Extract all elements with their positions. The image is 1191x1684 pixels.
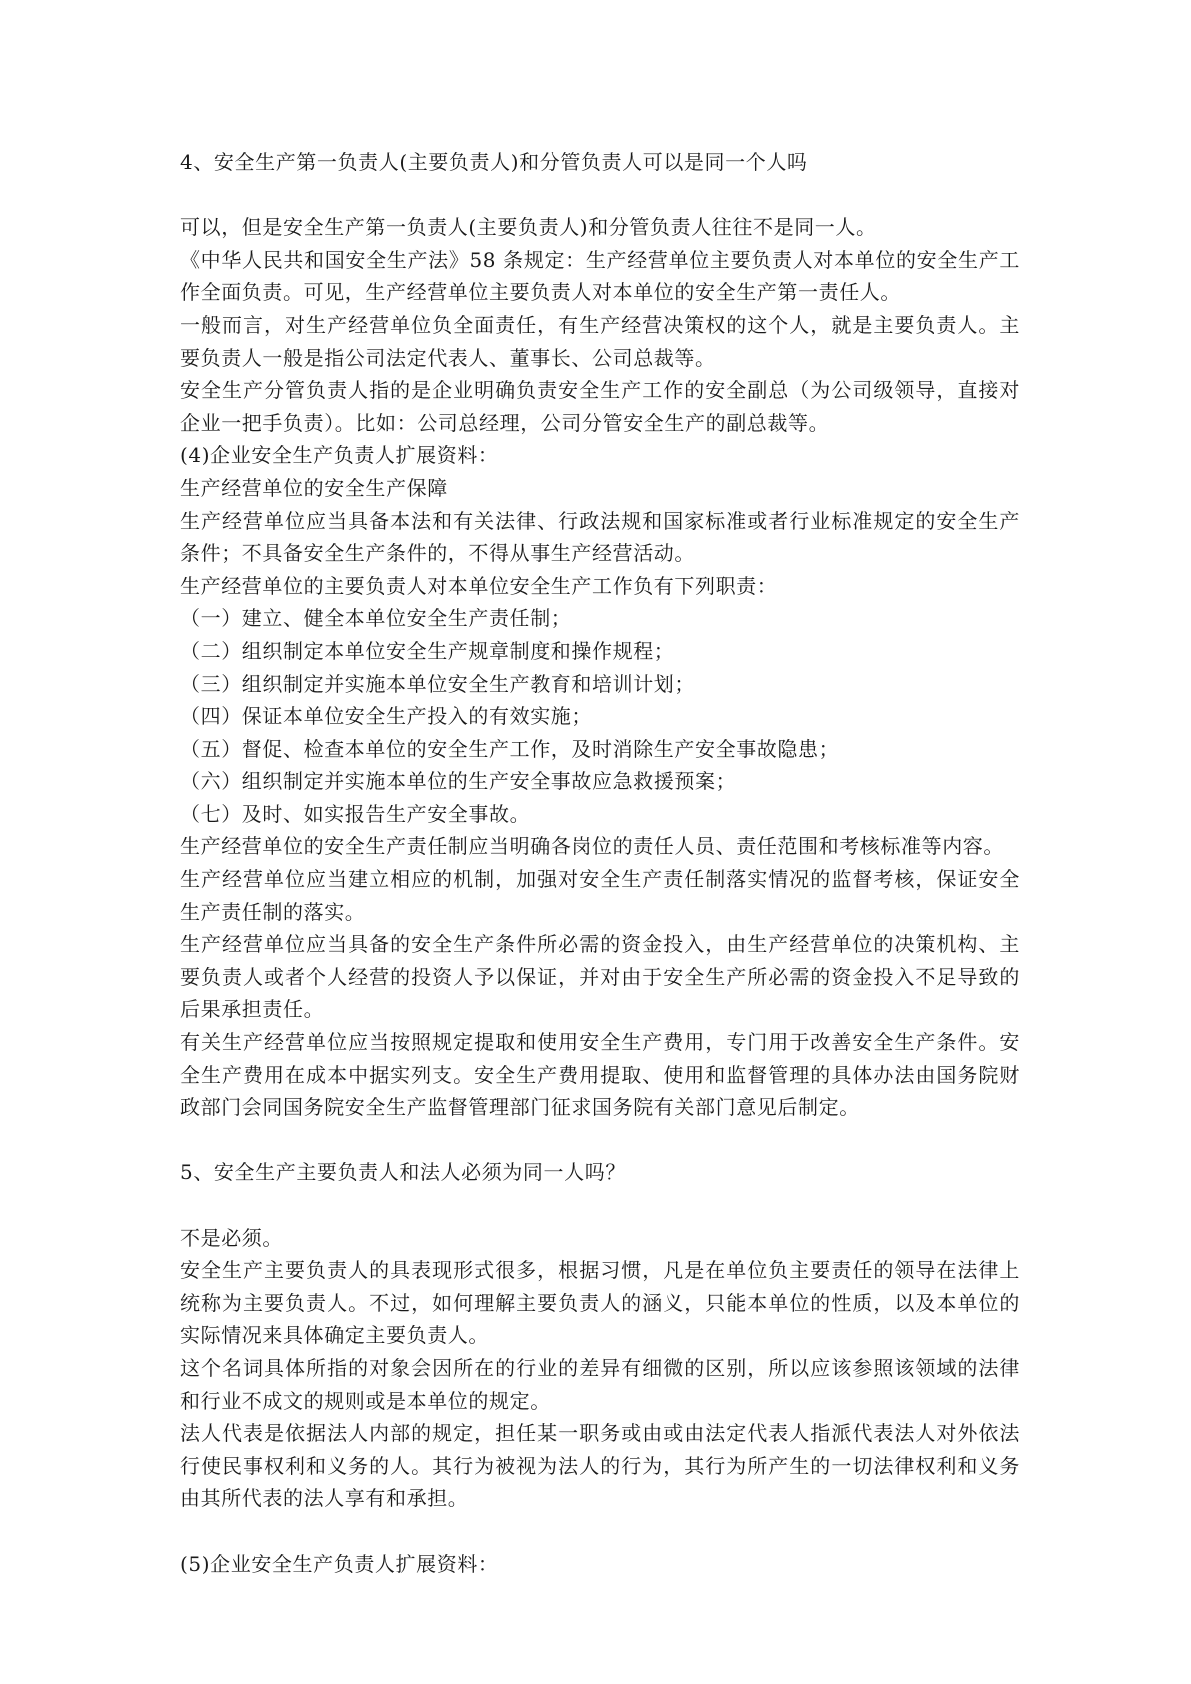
paragraph: (4)企业安全生产负责人扩展资料： [180,443,499,468]
section-4-heading: 4、安全生产第一负责人(主要负责人)和分管负责人可以是同一个人吗 [180,150,808,174]
spacer [180,1515,1020,1548]
spacer [180,179,1020,212]
spacer [180,1189,1020,1222]
paragraph: 生产经营单位应当建立相应的机制，加强对安全生产责任制落实情况的监督考核，保证安全生产责任制的落实。 [180,867,1020,924]
paragraph: 安全生产分管负责人指的是企业明确负责安全生产工作的安全副总（为公司级领导，直接对企业一把手负责）。比如：公司总经理，公司分管安全生产的副总裁等。 [180,378,1020,435]
spacer [180,1124,1020,1157]
paragraph: 生产经营单位应当具备本法和有关法律、行政法规和国家标准或者行业标准规定的安全生产条件；不具备安全生产条件的，不得从事生产经营活动。 [180,508,1020,566]
document-body [180,146,1020,1580]
list-item: （二）组织制定本单位安全生产规章制度和操作规程； [180,638,675,663]
paragraph: 不是必须。 [180,1225,283,1250]
closing-line: (5)企业安全生产负责人扩展资料： [180,1551,499,1576]
paragraph: 生产经营单位的安全生产责任制应当明确各岗位的责任人员、责任范围和考核标准等内容。 [180,834,1004,859]
paragraph: 有关生产经营单位应当按照规定提取和使用安全生产费用，专门用于改善安全生产条件。安全生产费用在成本中据实列支。安全生产费用提取、使用和监督管理的具体办法由国务院财政部门会同国务院安全生产监督管理部门征求国务院有关部门意见后制定。 [180,1030,1020,1120]
paragraph: 《中华人民共和国安全生产法》58 条规定：生产经营单位主要负责人对本单位的安全生产工作全面负责。可见，生产经营单位主要负责人对本单位的安全生产第一责任人。 [180,247,1020,305]
list-item: （一）建立、健全本单位安全生产责任制； [180,606,572,631]
paragraph: 生产经营单位应当具备的安全生产条件所必需的资金投入，由生产经营单位的决策机构、主要负责人或者个人经营的投资人予以保证，并对由于安全生产所必需的资金投入不足导致的后果承担责任。 [180,932,1020,1022]
list-item: （三）组织制定并实施本单位安全生产教育和培训计划； [180,671,695,696]
paragraph: 一般而言，对生产经营单位负全面责任，有生产经营决策权的这个人，就是主要负责人。主要负责人一般是指公司法定代表人、董事长、公司总裁等。 [180,312,1020,370]
section-5-heading: 5、安全生产主要负责人和法人必须为同一人吗？ [180,1160,626,1185]
list-item: （六）组织制定并实施本单位的生产安全事故应急救援预案； [180,769,737,794]
paragraph: 安全生产主要负责人的具表现形式很多，根据习惯，凡是在单位负主要责任的领导在法律上统称为主要负责人。不过，如何理解主要负责人的涵义，只能本单位的性质，以及本单位的实际情况来具体确定主要负责人。 [180,1258,1020,1348]
paragraph: 生产经营单位的安全生产保障 [180,475,448,500]
paragraph: 这个名词具体所指的对象会因所在的行业的差异有细微的区别，所以应该参照该领域的法律和行业不成文的规则或是本单位的规定。 [180,1355,1020,1413]
list-item: （四）保证本单位安全生产投入的有效实施； [180,704,592,729]
paragraph: 可以，但是安全生产第一负责人(主要负责人)和分管负责人往往不是同一人。 [180,215,877,240]
paragraph: 生产经营单位的主要负责人对本单位安全生产工作负有下列职责： [180,573,778,598]
list-item: （七）及时、如实报告生产安全事故。 [180,801,531,826]
paragraph: 法人代表是依据法人内部的规定，担任某一职务或由或由法定代表人指派代表法人对外依法行使民事权利和义务的人。其行为被视为法人的行为，其行为所产生的一切法律权利和义务由其所代表的法人享有和承担。 [180,1421,1020,1511]
list-item: （五）督促、检查本单位的安全生产工作，及时消除生产安全事故隐患； [180,736,840,761]
